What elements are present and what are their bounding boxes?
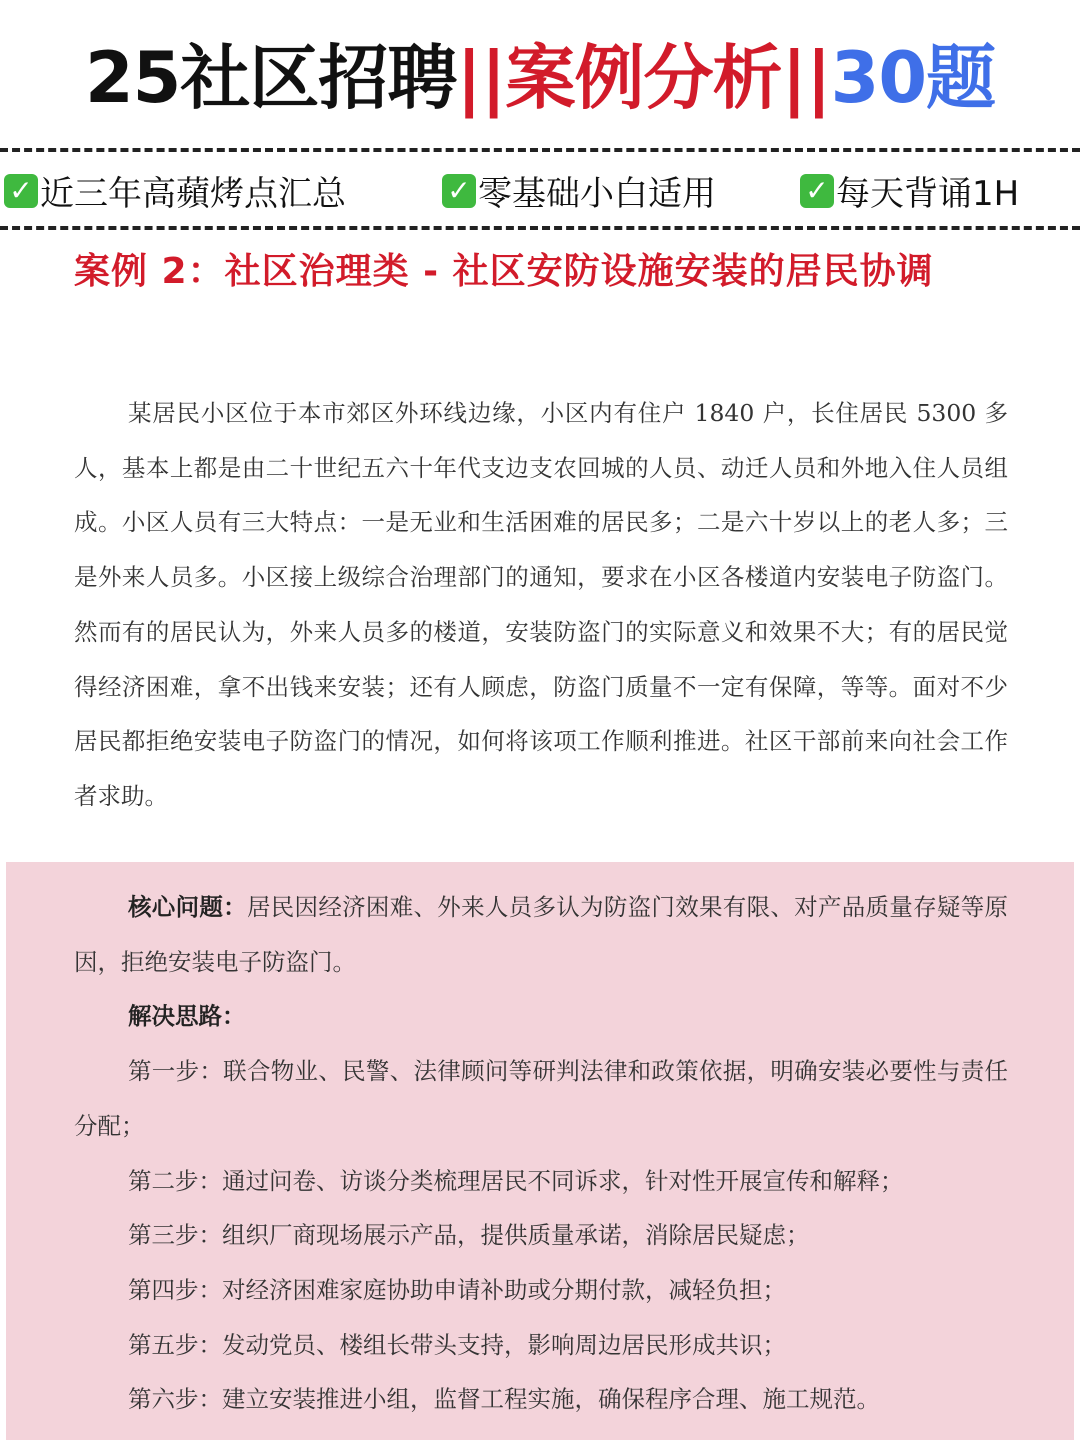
title-part-question-count: 30题 — [830, 37, 996, 119]
feature-list — [0, 166, 1080, 218]
core-issue-label: 核心问题： — [128, 893, 247, 921]
check-icon: ✓ — [442, 174, 476, 208]
case-description: 某居民小区位于本市郊区外环线边缘，小区内有住户 1840 户，长住居民 5300 多人，基本上都是由二十世纪五六十年代支边支农回城的人员、动迁人员和外地入住人员组成。小区人员有三大特点：一是无业和生活困难的居民多；二是六十岁以上的老人多；三是外来人员多。小区接上级综合治理部门的通知，要求在小区各楼道内安装电子防盗门。然而有的居民认为，外来人员多的楼道，安装防盗门的实际意义和效果不大；有的居民觉得经济困难，拿不出钱来安装；还有人顾虑，防盗门质量不一定有保障，等等。面对不少居民都拒绝安装电子防盗门的情况，如何将该项工作顺利推进。社区干部前来向社会工作者求助。 — [74, 399, 1008, 810]
solution-step: 第五步：发动党员、楼组长带头支持，影响周边居民形成共识； — [128, 1330, 786, 1359]
page-title — [0, 30, 1080, 126]
solution-label: 解决思路： — [128, 1002, 246, 1031]
feature-item — [4, 166, 346, 215]
analysis-content — [74, 880, 1008, 1427]
check-icon: ✓ — [4, 174, 38, 208]
title-part-case-analysis: 案例分析 — [505, 37, 782, 119]
core-issue-text: 居民因经济困难、外来人员多认为防盗门效果有限、对产品质量存疑等原因，拒绝安装电子防盗门。 — [74, 893, 1009, 976]
title-part-recruitment: 25社区招聘 — [84, 37, 457, 119]
feature-label: 每天背诵1H — [836, 174, 1020, 214]
core-issue — [74, 880, 1008, 989]
feature-item — [442, 166, 716, 215]
dashed-divider-bottom — [0, 226, 1080, 230]
title-separator: || — [456, 37, 506, 119]
solution-step: 第一步：联合物业、民警、法律顾问等研判法律和政策依据，明确安装必要性与责任分配； — [74, 1057, 1008, 1140]
solution-step: 第四步：对经济困难家庭协助申请补助或分期付款，减轻负担； — [128, 1275, 786, 1304]
analysis-panel — [6, 862, 1074, 1440]
solution-step: 第三步：组织厂商现场展示产品，提供质量承诺，消除居民疑虑； — [128, 1221, 810, 1250]
feature-item — [800, 166, 1019, 215]
feature-label: 近三年高蘋烤点汇总 — [40, 174, 346, 214]
title-separator: || — [781, 37, 831, 119]
solution-step: 第六步：建立安装推进小组，监督工程实施，确保程序合理、施工规范。 — [128, 1385, 880, 1414]
check-icon: ✓ — [800, 174, 834, 208]
case-title: 案例 2：社区治理类 - 社区安防设施安装的居民协调 — [74, 251, 934, 292]
feature-label: 零基础小白适用 — [478, 174, 716, 214]
solution-step: 第二步：通过问卷、访谈分类梳理居民不同诉求，针对性开展宣传和解释； — [128, 1166, 904, 1195]
dashed-divider-top — [0, 148, 1080, 152]
